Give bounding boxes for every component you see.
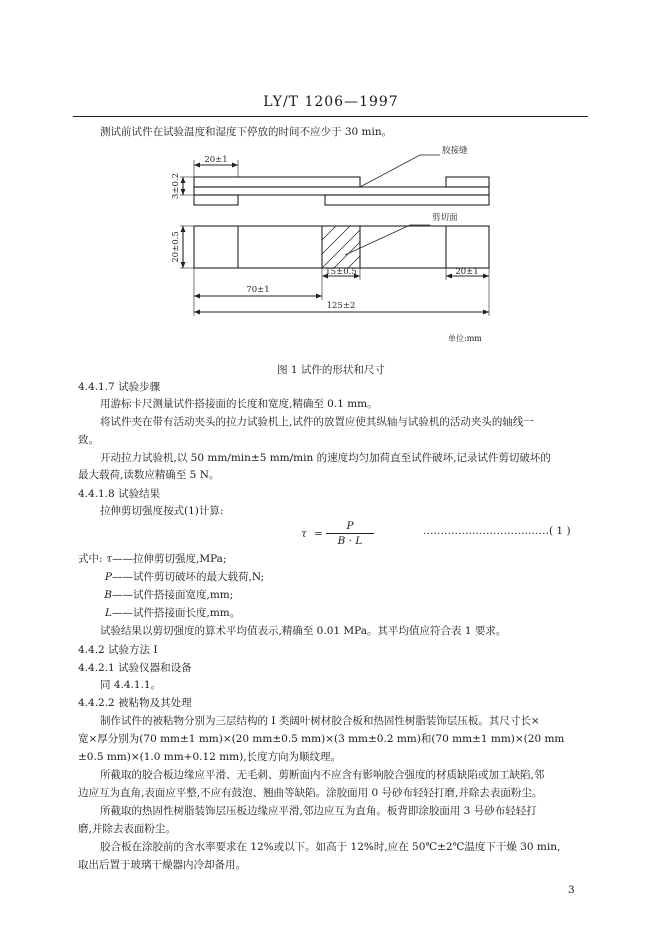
section-442-heading: 4.4.2 试验方法 Ⅰ xyxy=(78,644,158,656)
figure-caption: 图 1 试件的形状和尺寸 xyxy=(277,364,385,376)
page-number: 3 xyxy=(568,884,575,896)
section-4417-p3a: 开动拉力试验机,以 50 mm/min±5 mm/min 的速度均匀加荷直至试件破坏,记录试件剪切破坏的 xyxy=(100,452,551,464)
def-text: ——拉伸剪切强度,MPa; xyxy=(112,553,227,565)
section-4418-p1: 拉伸剪切强度按式(1)计算: xyxy=(100,505,224,517)
formula-lhs: τ xyxy=(301,528,307,540)
section-4422-p2a: 所截取的胶合板边缘应平滑、无毛刺、剪断面内不应含有影响胶合强度的材质缺陷或加工缺陷,邻 xyxy=(100,769,545,781)
side-top-plate-right xyxy=(446,177,489,187)
section-4422-p4b: 取出后置于玻璃干燥器内冷却备用。 xyxy=(78,859,246,871)
label-mid-length: 70±1 xyxy=(246,285,270,295)
def-text: ——试件搭接面宽度,mm; xyxy=(112,589,234,601)
section-4421-heading: 4.4.2.1 试验仪器和设备 xyxy=(78,662,192,674)
side-bottom-plate xyxy=(194,187,489,195)
section-4422-p3b: 磨,并除去表面粉尘。 xyxy=(78,823,176,835)
label-unit: 单位:mm xyxy=(448,334,482,343)
section-4417-p1: 用游标卡尺测量试件搭接面的长度和宽度,精确至 0.1 mm。 xyxy=(100,398,378,410)
def-text: ——试件剪切破坏的最大载荷,N; xyxy=(112,571,265,583)
label-glue-line: 胶接缝 xyxy=(442,146,468,156)
def-row xyxy=(98,551,226,566)
section-4422-p1a: 制作试件的被粘物分别为三层结构的 Ⅰ 类阔叶树材胶合板和热固性树脂装饰层压板。其尺寸长× xyxy=(100,715,540,727)
section-4418-result: 试验结果以剪切强度的算术平均值表示,精确至 0.01 MPa。其平均值应符合表 1 要求。 xyxy=(100,625,507,637)
section-4422-p3a: 所截取的热固性树脂装饰层压板边缘应平滑,邻边应互为直角。板背即涂胶面用 3 号砂布轻轻打 xyxy=(100,805,537,817)
def-symbol: τ xyxy=(106,553,112,565)
formula-denominator: B · L xyxy=(337,535,363,547)
label-thickness: 3±0.2 xyxy=(171,172,181,200)
standard-code: LY/T 1206—1997 xyxy=(263,94,399,110)
section-4422-p1c: ±0.5 mm)×(1.0 mm+0.12 mm),长度方向为顺纹理。 xyxy=(78,751,342,763)
specimen-figure xyxy=(0,0,662,360)
def-symbol: P xyxy=(104,571,112,583)
label-width: 20±0.5 xyxy=(171,231,181,263)
def-row xyxy=(98,569,264,584)
def-text: ——试件搭接面长度,mm。 xyxy=(112,607,241,619)
formula-fraction xyxy=(326,520,374,547)
section-4417-p3b: 最大载荷,读数应精确至 5 N。 xyxy=(78,469,220,481)
formula-equals: = xyxy=(314,528,323,540)
def-symbol: L xyxy=(105,607,112,619)
section-4422-p4a: 胶合板在涂胶前的含水率要求在 12%或以下。如高于 12%时,应在 50℃±2℃温度下干燥 30 min, xyxy=(100,841,561,853)
def-row xyxy=(98,605,240,620)
dimension-arrows xyxy=(181,163,490,315)
label-shear-face: 剪切面 xyxy=(432,213,458,223)
section-4422-p1b: 宽×厚分别为(70 mm±1 mm)×(20 mm±0.5 mm)×(3 mm±0.2 mm)和(70 mm±1 mm)×(20 mm xyxy=(78,733,565,745)
section-4417-p2a: 将试件夹在带有活动夹头的拉力试验机上,试件的放置应使其纵轴与试验机的活动夹头的轴线一 xyxy=(100,416,534,428)
shear-area-hatch xyxy=(322,226,360,268)
def-row xyxy=(98,587,233,602)
where-intro: 式中: xyxy=(78,553,103,565)
formula-number: ………………………………( 1 ) xyxy=(423,525,571,537)
label-total-length: 125±2 xyxy=(326,301,356,311)
label-overlap-top: 20±1 xyxy=(204,155,228,165)
label-grip-right: 20±1 xyxy=(455,267,479,277)
side-right-strip xyxy=(325,195,489,205)
section-4421-text: 同 4.4.1.1。 xyxy=(100,679,162,691)
formula-numerator: P xyxy=(326,520,374,534)
side-left-tab xyxy=(194,195,238,205)
side-top-plate-left xyxy=(194,177,360,187)
section-4417-p2b: 致。 xyxy=(78,434,99,446)
section-4417-heading: 4.4.1.7 试验步骤 xyxy=(78,381,161,393)
section-4422-p2b: 边应互为直角,表面应平整,不应有鼓泡、翘曲等缺陷。涂胶面用 0 号砂布轻轻打磨,并除去表面粉尘。 xyxy=(78,787,543,799)
intro-line: 测试前试件在试验温度和湿度下停放的时间不应少于 30 min。 xyxy=(100,126,393,138)
def-symbol: B xyxy=(104,589,112,601)
label-shear-length: 15±0.5 xyxy=(325,267,357,277)
section-4418-heading: 4.4.1.8 试验结果 xyxy=(78,488,161,500)
section-4422-heading: 4.4.2.2 被粘物及其处理 xyxy=(78,697,192,709)
